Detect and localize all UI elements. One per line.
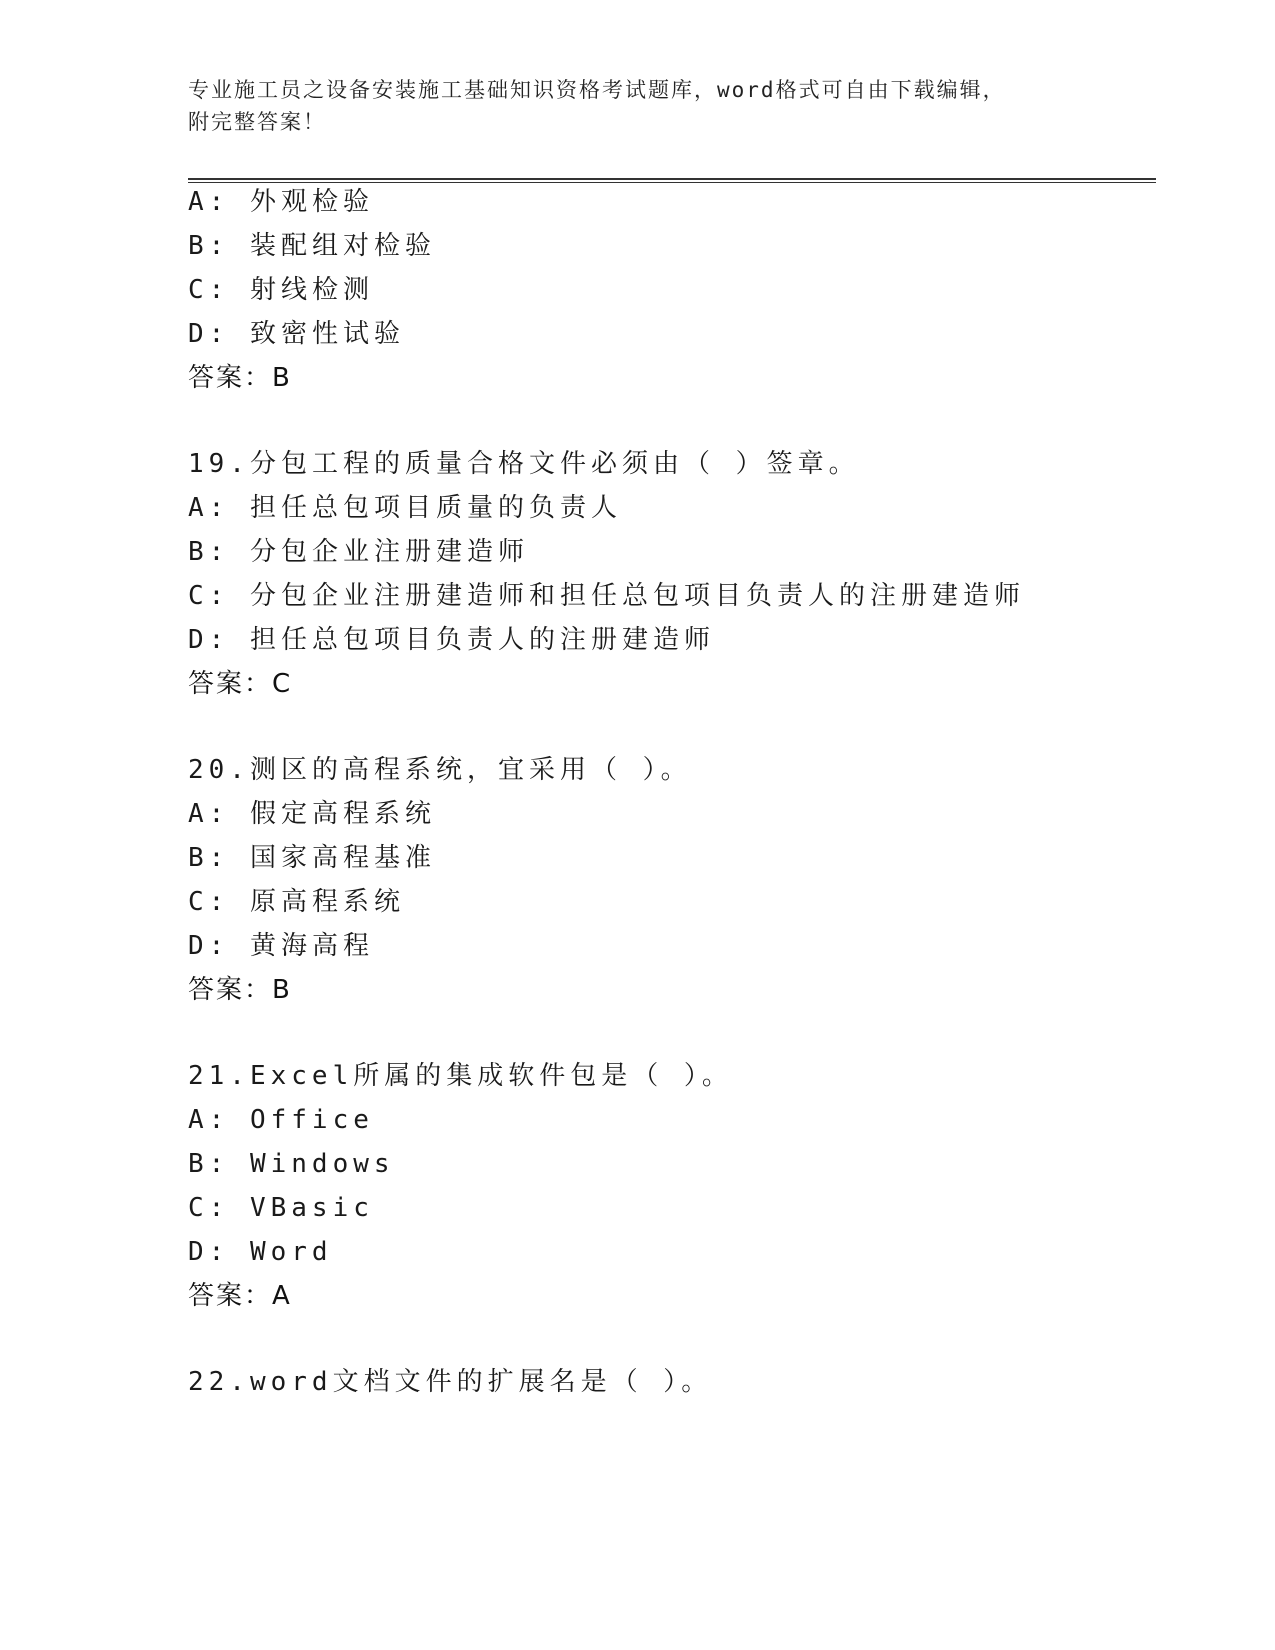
option-c: C: 原高程系统	[188, 887, 405, 917]
option-c: C: 分包企业注册建造师和担任总包项目负责人的注册建造师	[188, 581, 1025, 611]
document-header	[188, 74, 1088, 138]
question-20: 20.测区的高程系统，宜采用（ ）。	[188, 755, 692, 785]
option-d: D: 黄海高程	[188, 931, 374, 961]
option-b: B: 装配组对检验	[188, 231, 436, 261]
option-d: D: 致密性试验	[188, 319, 405, 349]
option-c: C: VBasic	[188, 1193, 374, 1223]
header-line-1: 专业施工员之设备安装施工基础知识资格考试题库，word格式可自由下载编辑，	[188, 78, 1006, 102]
option-b: B: Windows	[188, 1149, 395, 1179]
answer: 答案：B	[188, 363, 292, 393]
answer: 答案：C	[188, 669, 293, 699]
question-21: 21.Excel所属的集成软件包是（ ）。	[188, 1061, 733, 1091]
option-a: A: 外观检验	[188, 187, 374, 217]
option-a: A: Office	[188, 1105, 374, 1135]
header-divider	[188, 178, 1156, 183]
option-a: A: 担任总包项目质量的负责人	[188, 493, 622, 523]
option-b: B: 分包企业注册建造师	[188, 537, 529, 567]
question-19: 19.分包工程的质量合格文件必须由（ ）签章。	[188, 449, 860, 479]
option-c: C: 射线检测	[188, 275, 374, 305]
option-d: D: 担任总包项目负责人的注册建造师	[188, 625, 715, 655]
header-line-2: 附完整答案！	[188, 110, 326, 134]
option-b: B: 国家高程基准	[188, 843, 436, 873]
option-a: A: 假定高程系统	[188, 799, 436, 829]
answer: 答案：B	[188, 975, 292, 1005]
option-d: D: Word	[188, 1237, 333, 1267]
question-22: 22.word文档文件的扩展名是（ ）。	[188, 1367, 713, 1397]
answer: 答案：A	[188, 1281, 292, 1311]
